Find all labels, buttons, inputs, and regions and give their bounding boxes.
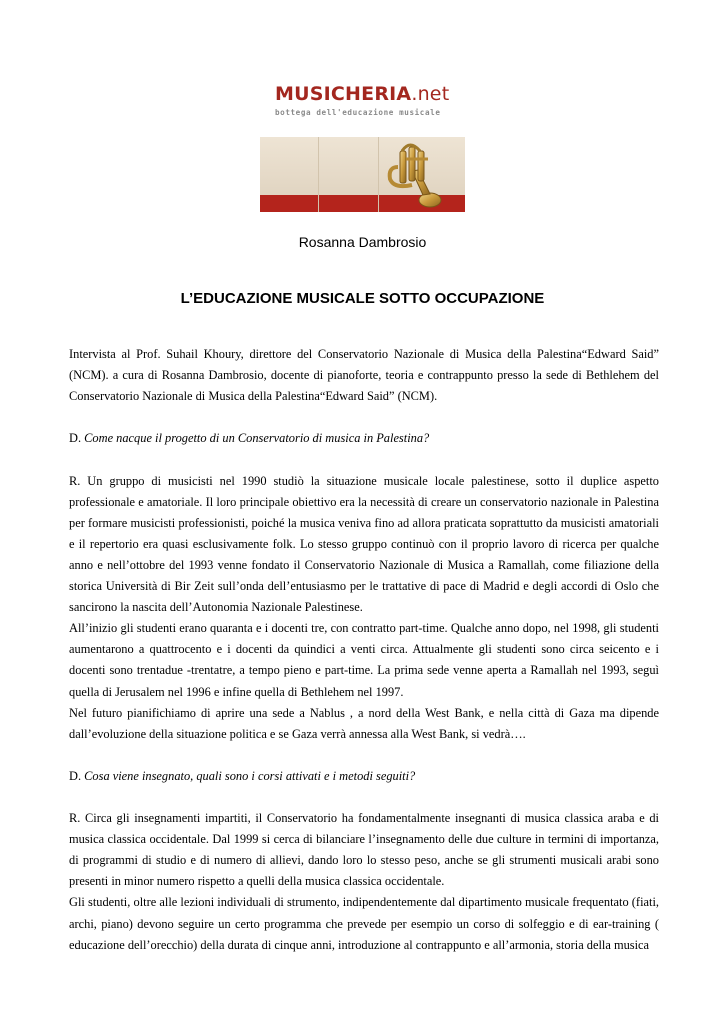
logo-tagline: bottega dell'educazione musicale [275,108,441,117]
question-prefix: D. [69,431,82,446]
question-text: Cosa viene insegnato, quali sono i corsi attivati e i metodi seguiti? [84,768,416,783]
article-author: Rosanna Dambrosio [298,234,427,250]
article-body [69,344,659,956]
intro-paragraph: Intervista al Prof. Suhail Khoury, direttore del Conservatorio Nazionale di Musica della Palestina“Edward Said” (NCM). a cura di Rosanna Dambrosio, docente di pianoforte, teoria e contrappunto presso la sede di Bethlehem del Conservatorio Nazionale di Musica della Palestina“Edward Said” (NCM). [69,347,659,404]
question-prefix: D. [69,768,82,783]
logo-main-text: MUSICHERIA [275,83,412,105]
answer-2-paragraph-2: Gli studenti, oltre alle lezioni individuali di strumento, indipendentemente dal dipartimento musicale frequentato (fiati, archi, piano) devono seguire un certo programma che prevede per esempio un corso di solfeggio e di ear-training ( educazione dell’orecchio) della durata di cinque anni, introduzione al contrappunto e all’armonia, storia della musica [69,895,659,952]
answer-1-paragraph-3: Nel futuro pianifichiamo di aprire una sede a Nablus , a nord della West Bank, e nella città di Gaza ma dipende dall’evoluzione della situazione politica e se Gaza verrà annessa alla West Bank, si vedrà…. [69,705,659,741]
answer-1-paragraph-2: All’inizio gli studenti erano quaranta e i docenti tre, con contratto part-time. Qualche anno dopo, nel 1998, gli studenti aumentarono a quattrocento e i docenti da quindici a venti circa. Attualmente gli studenti sono circa seicento e i docenti sono trentadue -trentatre, a tempo pieno e part-time. La prima sede venne aperta a Ramallah nel 1993, seguì quella di Jerusalem nel 1996 e infine quella di Bethlehem nel 1997. [69,621,659,699]
logo-wordmark [275,84,475,104]
question-1 [69,428,659,449]
question-text: Come nacque il progetto di un Conservatorio di musica in Palestina? [84,431,430,446]
trumpet-image [260,137,465,212]
article-title: L’EDUCAZIONE MUSICALE SOTTO OCCUPAZIONE [180,290,545,307]
site-logo[interactable] [275,84,475,124]
answer-2-paragraph-1: R. Circa gli insegnamenti impartiti, il Conservatorio ha fondamentalmente insegnanti di musica classica araba e di musica classica occidentale. Dal 1999 si cerca di bilanciare l’insegnamento delle due culture in termini di importanza, di programmi di studio e di numero di allievi, dando loro lo stesso peso, anche se gli strumenti musicali arabi sono presenti in minor numero rispetto a quelli della musica classica occidentale. [69,811,659,889]
logo-suffix: .net [411,83,450,105]
question-2 [69,766,659,787]
answer-1-paragraph-1: R. Un gruppo di musicisti nel 1990 studiò la situazione musicale locale palestinese, sotto il duplice aspetto professionale e amatoriale. Il loro principale obiettivo era la necessità di creare un conservatorio nazionale in Palestina per formare musicisti professionisti, poiché la musica veniva fino ad allora praticata soprattutto da musicisti amatoriali e il repertorio era quasi esclusivamente folk. Lo stesso gruppo continuò con il proprio lavoro di ricerca per qualche anno e nell’ottobre del 1993 venne fondato il Conservatorio Nazionale di Musica a Ramallah, come filiazione della storica Università di Bir Zeit sull’onda dell’entusiasmo per le trattative di pace di Madrid e degli accordi di Oslo che sancirono la nascita dell’Autonomia Nazionale Palestinese. [69,473,659,615]
